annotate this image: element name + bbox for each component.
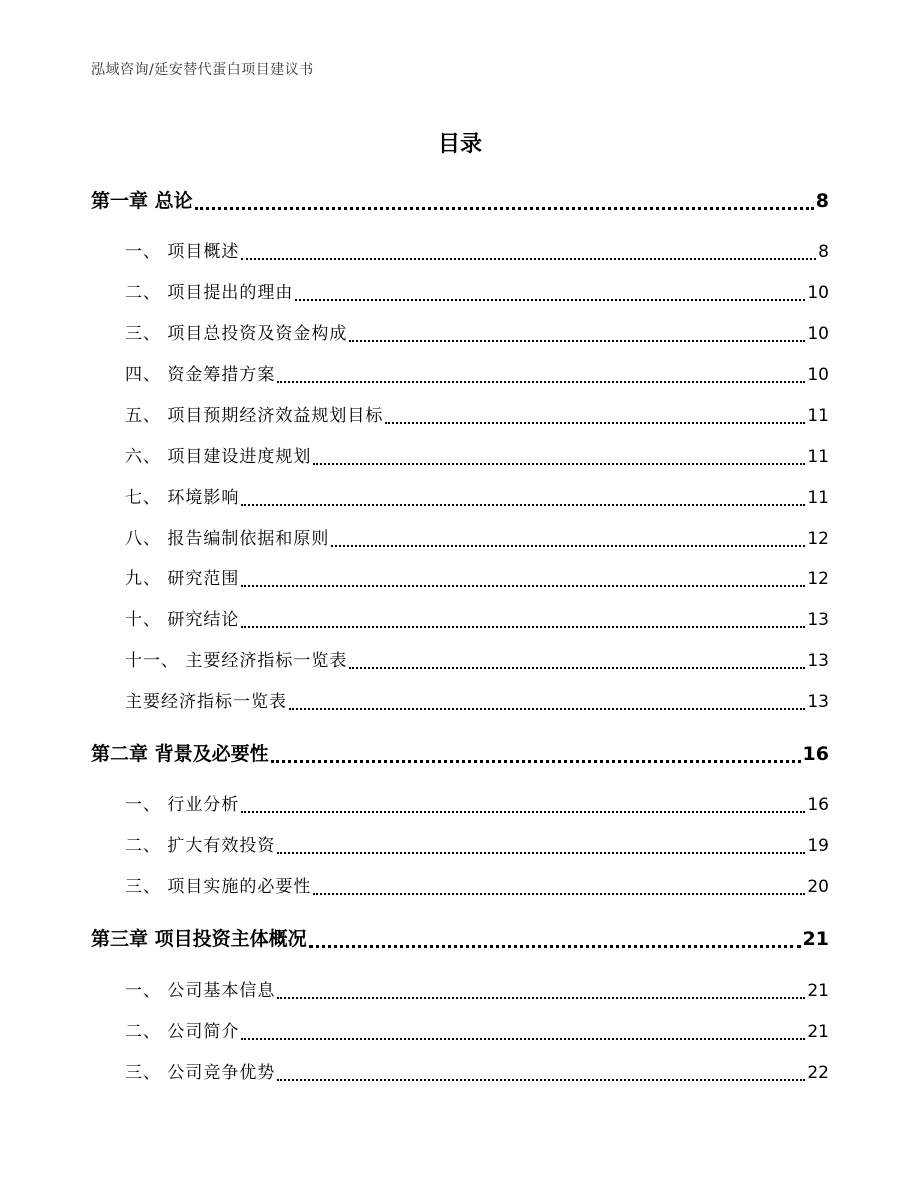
- toc-dot-leader: [385, 403, 805, 429]
- toc-entry-section[interactable]: [125, 1019, 829, 1045]
- toc-entry-page: 20: [807, 877, 829, 897]
- toc-entry-section[interactable]: [125, 403, 829, 429]
- toc-entry-page: 10: [807, 324, 829, 344]
- toc-entry-chapter-3[interactable]: [91, 925, 829, 953]
- page-title: 目录: [437, 132, 482, 157]
- toc-dot-leader: [241, 566, 805, 592]
- toc-entry-section[interactable]: [125, 362, 829, 388]
- toc-dot-leader: [277, 1060, 805, 1086]
- toc-dot-leader: [277, 833, 805, 859]
- toc-entry-page: 16: [807, 795, 829, 815]
- toc-entry-page: 19: [807, 836, 829, 856]
- toc-entry-page: 21: [807, 1022, 829, 1042]
- toc-entry-page: 22: [807, 1063, 829, 1083]
- toc-dot-leader: [195, 187, 814, 215]
- toc-entry-page: 11: [807, 406, 829, 426]
- toc-dot-leader: [331, 526, 805, 552]
- toc-dot-leader: [295, 280, 805, 306]
- toc-dot-leader: [309, 925, 801, 953]
- toc-entry-page: 21: [807, 981, 829, 1001]
- toc-entry-label: 第二章 背景及必要性: [91, 743, 269, 765]
- toc-entry-label: 第一章 总论: [91, 190, 193, 212]
- toc-entry-section[interactable]: [125, 1060, 829, 1086]
- toc-dot-leader: [313, 444, 805, 470]
- toc-entry-section[interactable]: [125, 874, 829, 900]
- toc-entry-label: 第三章 项目投资主体概况: [91, 928, 307, 950]
- toc-entry-label: 一、 公司基本信息: [125, 981, 276, 1001]
- toc-entry-page: 11: [807, 488, 829, 508]
- toc-dot-leader: [313, 874, 805, 900]
- toc-entry-section[interactable]: [125, 321, 829, 347]
- toc-entry-page: 10: [807, 365, 829, 385]
- toc-entry-section[interactable]: [125, 526, 829, 552]
- toc-entry-label: 主要经济指标一览表: [125, 692, 287, 712]
- toc-entry-page: 8: [818, 242, 829, 262]
- toc-dot-leader: [241, 792, 805, 818]
- toc-entry-label: 三、 公司竞争优势: [125, 1063, 276, 1083]
- toc-entry-label: 十、 研究结论: [125, 610, 240, 630]
- toc-entry-label: 三、 项目实施的必要性: [125, 877, 312, 897]
- toc-entry-page: 13: [807, 651, 829, 671]
- toc-entry-section[interactable]: [125, 833, 829, 859]
- toc-entry-page: 16: [802, 743, 829, 765]
- toc-entry-label: 五、 项目预期经济效益规划目标: [125, 406, 384, 426]
- toc-entry-section[interactable]: [125, 648, 829, 674]
- toc-dot-leader: [241, 1019, 805, 1045]
- toc-dot-leader: [241, 485, 805, 511]
- toc-dot-leader: [277, 362, 805, 388]
- toc-dot-leader: [241, 239, 816, 265]
- toc-entry-label: 二、 项目提出的理由: [125, 283, 294, 303]
- toc-entry-label: 十一、 主要经济指标一览表: [125, 651, 348, 671]
- toc-entry-label: 七、 环境影响: [125, 488, 240, 508]
- toc-entry-section[interactable]: [125, 978, 829, 1004]
- toc-entry-page: 21: [802, 928, 829, 950]
- toc-entry-section[interactable]: [125, 792, 829, 818]
- toc-entry-page: 8: [815, 190, 829, 212]
- toc-entry-page: 11: [807, 447, 829, 467]
- toc-entry-section[interactable]: [125, 689, 829, 715]
- toc-entry-section[interactable]: [125, 444, 829, 470]
- toc-entry-page: 12: [807, 529, 829, 549]
- toc-entry-label: 二、 扩大有效投资: [125, 836, 276, 856]
- toc-entry-label: 四、 资金筹措方案: [125, 365, 276, 385]
- toc-entry-label: 二、 公司简介: [125, 1022, 240, 1042]
- toc-entry-section[interactable]: [125, 280, 829, 306]
- toc-entry-label: 八、 报告编制依据和原则: [125, 529, 330, 549]
- toc-entry-section[interactable]: [125, 566, 829, 592]
- toc-entry-label: 一、 行业分析: [125, 795, 240, 815]
- toc-entry-page: 12: [807, 569, 829, 589]
- toc-entry-chapter-2[interactable]: [91, 740, 829, 768]
- toc-dot-leader: [289, 689, 805, 715]
- toc-dot-leader: [349, 648, 805, 674]
- toc-entry-section[interactable]: [125, 239, 829, 265]
- toc-entry-label: 一、 项目概述: [125, 242, 240, 262]
- toc-entry-page: 13: [807, 692, 829, 712]
- toc-entry-section[interactable]: [125, 607, 829, 633]
- toc-dot-leader: [241, 607, 805, 633]
- toc-entry-label: 九、 研究范围: [125, 569, 240, 589]
- toc-dot-leader: [271, 740, 801, 768]
- toc-entry-label: 三、 项目总投资及资金构成: [125, 324, 348, 344]
- toc-entry-page: 10: [807, 283, 829, 303]
- toc-dot-leader: [277, 978, 805, 1004]
- toc-entry-section[interactable]: [125, 485, 829, 511]
- toc-entry-chapter-1[interactable]: [91, 187, 829, 215]
- page-header: 泓域咨询/延安替代蛋白项目建议书: [91, 62, 314, 78]
- toc-entry-label: 六、 项目建设进度规划: [125, 447, 312, 467]
- toc-dot-leader: [349, 321, 805, 347]
- toc-entry-page: 13: [807, 610, 829, 630]
